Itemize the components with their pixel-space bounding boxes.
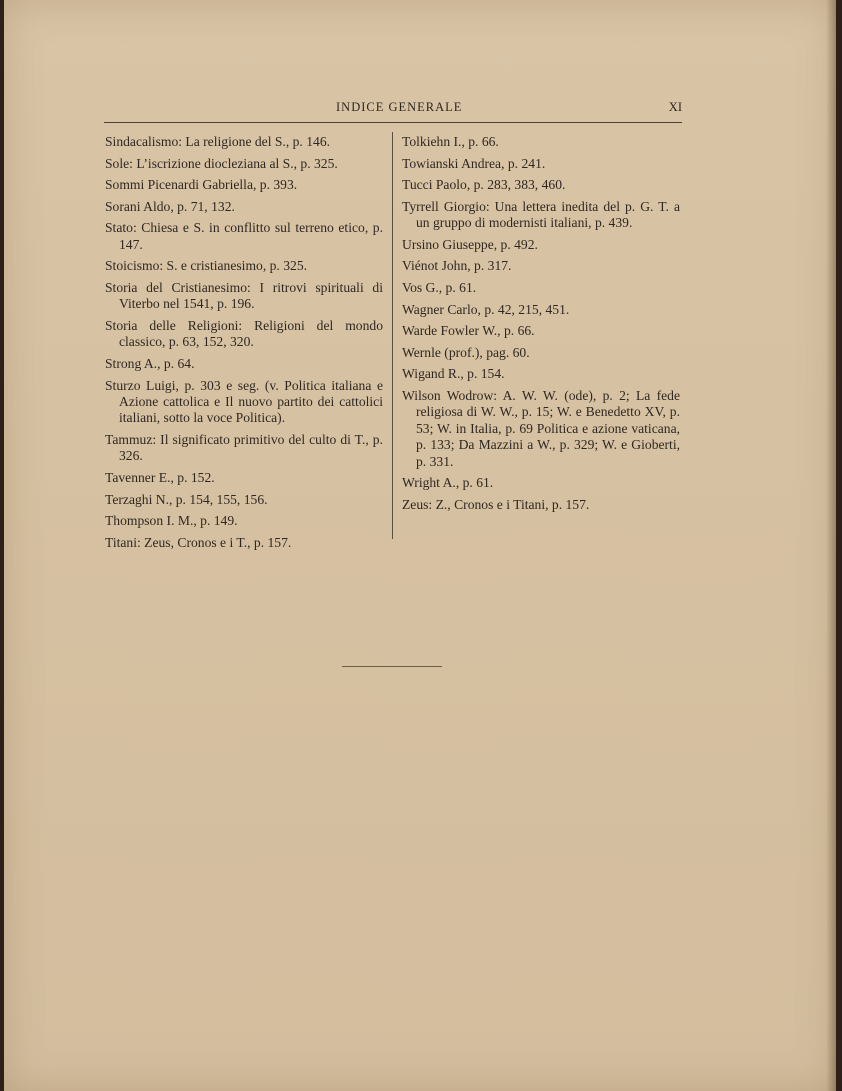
index-entry: Storia del Cristianesimo: I ritrovi spirituali di Viterbo nel 1541, p. 196. [105, 279, 383, 312]
page-number: XI [668, 100, 682, 114]
page-edge-shadow [826, 0, 836, 1091]
running-header [104, 100, 682, 123]
index-entry: Storia delle Religioni: Religioni del mondo classico, p. 63, 152, 320. [105, 317, 383, 350]
index-column-left [105, 134, 383, 556]
index-entry: Ursino Giuseppe, p. 492. [402, 236, 538, 252]
index-entry: Sturzo Luigi, p. 303 e seg. (v. Politica italiana e Azione cattolica e Il nuovo partito dei cattolici italiani, sotto la voce Politica). [105, 377, 383, 426]
index-entry: Zeus: Z., Cronos e i Titani, p. 157. [402, 496, 590, 512]
index-entry: Wilson Wodrow: A. W. W. (ode), p. 2; La fede religiosa di W. W., p. 15; W. e Benedetto XV, p. 53; W. in Italia, p. 69 Politica e azione vaticana, p. 133; Da Mazzini a W., p. 329; W. e Gioberti, p. 331. [402, 387, 680, 469]
index-entry: Vos G., p. 61. [402, 279, 477, 295]
index-entry: Warde Fowler W., p. 66. [402, 323, 535, 339]
index-entry: Tyrrell Giorgio: Una lettera inedita del p. G. T. a un gruppo di modernisti italiani, p. 439. [402, 198, 680, 231]
index-entry: Tammuz: Il significato primitivo del culto di T., p. 326. [105, 431, 383, 464]
index-entry: Viénot John, p. 317. [402, 258, 512, 274]
index-entry: Wright A., p. 61. [402, 475, 494, 491]
index-entry: Thompson I. M., p. 149. [105, 513, 238, 529]
index-entry: Titani: Zeus, Cronos e i T., p. 157. [105, 534, 292, 550]
index-entry: Sommi Picenardi Gabriella, p. 393. [105, 177, 298, 193]
index-entry: Strong A., p. 64. [105, 355, 195, 371]
index-entry: Terzaghi N., p. 154, 155, 156. [105, 491, 268, 507]
end-rule [342, 666, 442, 667]
book-page [4, 0, 836, 1091]
index-entry: Sindacalismo: La religione del S., p. 146. [105, 134, 331, 149]
index-entry: Stoicismo: S. e cristianesimo, p. 325. [105, 258, 308, 274]
header-title: INDICE GENERALE [336, 100, 463, 114]
index-entry: Wernle (prof.), pag. 60. [402, 344, 530, 360]
column-divider [392, 132, 393, 539]
index-entry: Tucci Paolo, p. 283, 383, 460. [402, 177, 566, 193]
index-entry: Sorani Aldo, p. 71, 132. [105, 198, 235, 214]
index-entry: Tavenner E., p. 152. [105, 469, 215, 485]
index-entry: Sole: L’iscrizione diocleziana al S., p. 325. [105, 155, 338, 171]
index-entry: Towianski Andrea, p. 241. [402, 155, 546, 171]
index-entry: Tolkiehn I., p. 66. [402, 134, 499, 149]
index-entry: Wigand R., p. 154. [402, 366, 505, 382]
index-entry: Stato: Chiesa e S. in conflitto sul terreno etico, p. 147. [105, 220, 383, 252]
index-entry: Wagner Carlo, p. 42, 215, 451. [402, 301, 570, 317]
index-column-right [402, 134, 680, 518]
